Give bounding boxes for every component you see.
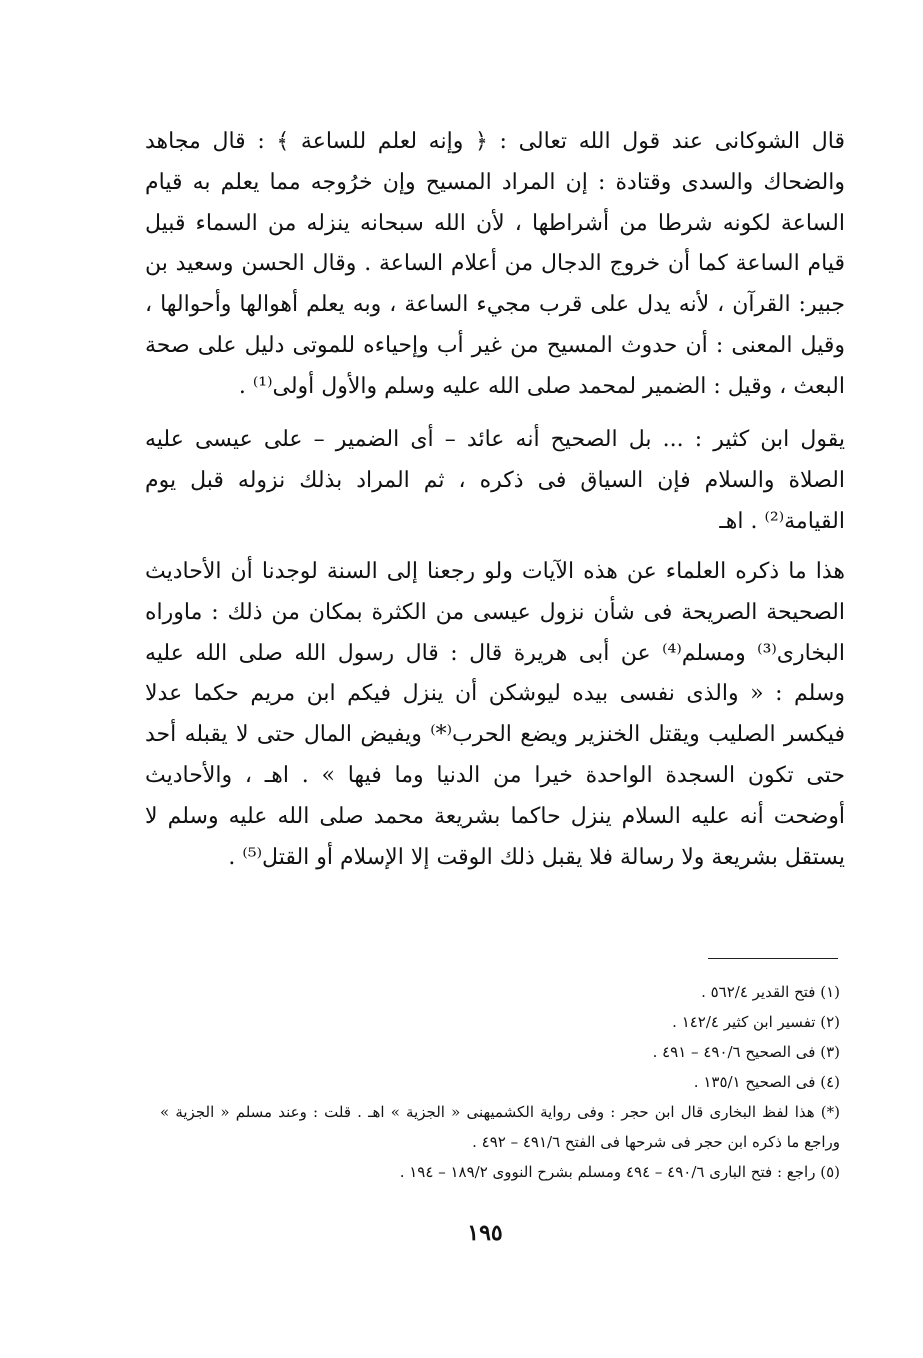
paragraph-shawkani: قال الشوكانى عند قول الله تعالى : ﴿ وإنه لعلم للساعة ﴾ : قال مجاهد والضحاك والسدى وقتادة : إن المراد المسيح وإن خرُوجه مما يعلم به قيام الساعة لكونه شرطا من أشراطها ، لأن الله سبحانه ينزله من السماء قبيل قيام الساعة كما أن خروج الدجال من أعلام الساعة . وقال الحسن وسعيد بن جبير: القرآن ، لأنه يدل على قرب مجيء الساعة ، وبه يعلم أهوالها وأحوالها ، وقيل المعنى : أن حدوث المسيح من غير أب وإحياءه للموتى دليل على صحة البعث ، وقيل : الضمير لمحمد صلى الله عليه وسلم والأول أولى⁽¹⁾ . [145,129,845,399]
footnote-4: (٤) فى الصحيح ١٣٥/١ . [693,1073,840,1091]
footnote-star: (*) هذا لفظ البخارى قال ابن حجر : وفى رواية الكشميهنى « الجزية » اهـ . قلت : وعند مسلم « الجزية » وراجع ما ذكره ابن حجر فى شرحها فى الفتح ٤٩١/٦ – ٤٩٢ . [160,1103,840,1151]
paragraph-hadith: هذا ما ذكره العلماء عن هذه الآيات ولو رجعنا إلى السنة لوجدنا أن الأحاديث الصحيحة الصريحة فى شأن نزول عيسى من الكثرة بمكان من ذلك : ماوراه البخارى⁽³⁾ ومسلم⁽⁴⁾ عن أبى هريرة قال : قال رسول الله صلى الله عليه وسلم : « والذى نفسى بيده ليوشكن أن ينزل فيكم ابن مريم حكما عدلا فيكسر الصليب ويقتل الخنزير ويضع الحرب⁽*⁾ ويفيض المال حتى لا يقبله أحد حتى تكون السجدة الواحدة خيرا من الدنيا وما فيها » . اهـ ، والأحاديث أوضحت أنه عليه السلام ينزل حاكما بشريعة محمد صلى الله عليه وسلم لا يستقل بشريعة ولا رسالة فلا يقبل ذلك الوقت إلا الإسلام أو القتل⁽⁵⁾ . [145,559,845,870]
footnote-1: (١) فتح القدير ٥٦٢/٤ . [701,983,840,1001]
footnote-3: (٣) فى الصحيح ٤٩٠/٦ – ٤٩١ . [652,1043,840,1061]
footnote-5: (٥) راجع : فتح البارى ٤٩٠/٦ – ٤٩٤ ومسلم بشرح النووى ١٨٩/٢ – ١٩٤ . [399,1163,840,1181]
paragraph-ibn-kathir: يقول ابن كثير : ... بل الصحيح أنه عائد – أى الضمير – على عيسى عليه الصلاة والسلام فإن السياق فى ذكره ، ثم المراد بذلك نزوله قبل يوم القيامة⁽²⁾ . اهـ [145,427,845,534]
footnote-divider [708,958,838,959]
footnotes-list [160,977,840,1187]
page-number: ١٩٥ [467,1220,503,1246]
footnote-2: (٢) تفسير ابن كثير ١٤٢/٤ . [672,1013,840,1031]
